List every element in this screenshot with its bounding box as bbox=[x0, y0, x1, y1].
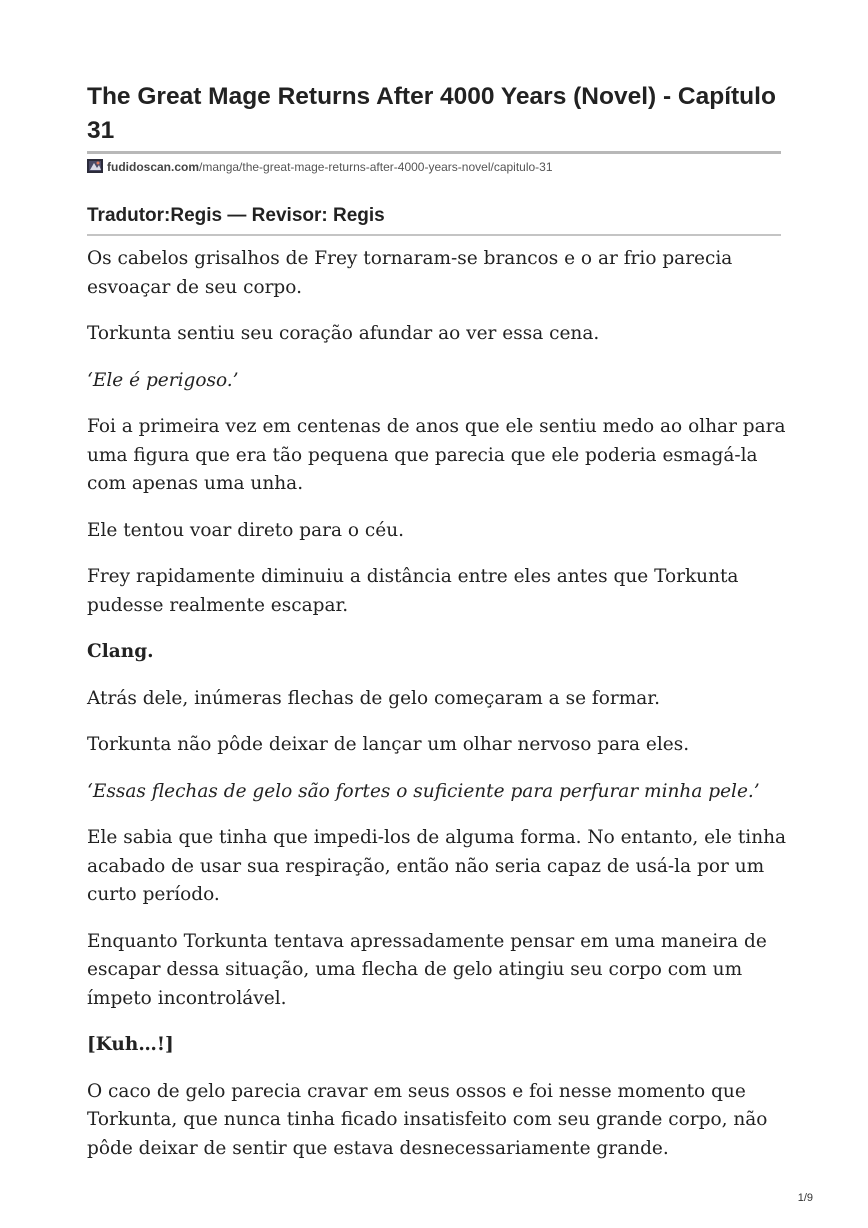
credits-heading: Tradutor:Regis — Revisor: Regis bbox=[87, 205, 385, 226]
paragraph: Atrás dele, inúmeras flechas de gelo começaram a se formar. bbox=[87, 687, 660, 709]
paragraph: O caco de gelo parecia cravar em seus ossos e foi nesse momento que Torkunta, que nunca tinha ficado insatisfeito com seu grande corpo, não pôde deixar de sentir que estava desnecessariamente grande. bbox=[87, 1080, 768, 1159]
paragraph: [Kuh…!] bbox=[87, 1034, 174, 1055]
paragraph: ‘Essas flechas de gelo são fortes o suficiente para perfurar minha pele.’ bbox=[87, 780, 760, 802]
paragraph: Frey rapidamente diminuiu a distância entre eles antes que Torkunta pudesse realmente escapar. bbox=[87, 566, 739, 616]
source-path: /manga/the-great-mage-returns-after-4000-years-novel/capitulo-31 bbox=[199, 160, 553, 174]
paragraph: Ele sabia que tinha que impedi-los de alguma forma. No entanto, ele tinha acabado de usar sua respiração, então não seria capaz de usá-la por um curto período. bbox=[87, 827, 787, 905]
article-body bbox=[87, 245, 787, 1181]
paragraph: Os cabelos grisalhos de Frey tornaram-se brancos e o ar frio parecia esvoaçar de seu corpo. bbox=[87, 248, 733, 298]
article-title: The Great Mage Returns After 4000 Years (Novel) - Capítulo 31 bbox=[87, 83, 776, 144]
paragraph: Clang. bbox=[87, 641, 154, 662]
page-indicator: 1/9 bbox=[797, 1192, 813, 1204]
title-divider bbox=[87, 151, 781, 154]
paragraph: ‘Ele é perigoso.’ bbox=[87, 369, 239, 391]
paragraph: Ele tentou voar direto para o céu. bbox=[87, 519, 405, 541]
site-favicon-icon bbox=[87, 159, 103, 173]
credits-divider bbox=[87, 234, 781, 236]
paragraph: Torkunta não pôde deixar de lançar um olhar nervoso para eles. bbox=[87, 734, 690, 755]
source-url[interactable] bbox=[87, 159, 553, 175]
paragraph: Torkunta sentiu seu coração afundar ao ver essa cena. bbox=[87, 323, 600, 344]
source-domain: fudidoscan.com bbox=[107, 160, 200, 174]
paragraph: Foi a primeira vez em centenas de anos que ele sentiu medo ao olhar para uma figura que era tão pequena que parecia que ele poderia esmagá-la com apenas uma unha. bbox=[87, 416, 786, 494]
paragraph: Enquanto Torkunta tentava apressadamente pensar em uma maneira de escapar dessa situação, uma flecha de gelo atingiu seu corpo com um ímpeto incontrolável. bbox=[87, 930, 767, 1009]
